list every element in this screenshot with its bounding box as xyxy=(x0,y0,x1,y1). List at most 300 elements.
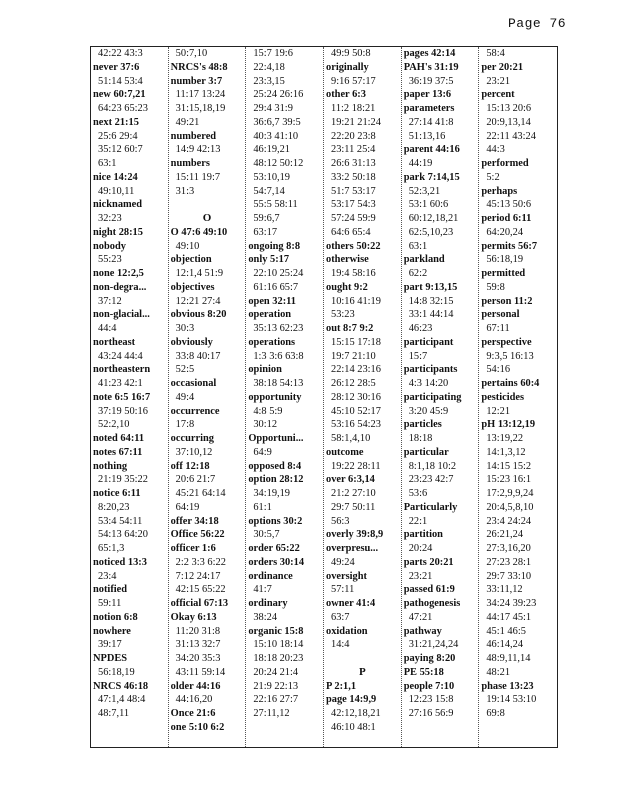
index-references: 39:17 xyxy=(98,639,122,651)
index-references: 28:12 30:16 xyxy=(331,391,381,403)
index-references: 59:11 xyxy=(98,598,122,609)
index-term: obvious 8:20 xyxy=(170,309,227,321)
index-term: originally xyxy=(326,61,369,73)
index-term: night 28:15 xyxy=(93,226,143,238)
index-references: 53:1 60:6 xyxy=(408,199,449,211)
page-number: Page 76 xyxy=(508,16,567,31)
index-term: paying 8:20 xyxy=(403,653,456,664)
index-references: 41:23 42:1 xyxy=(98,378,143,389)
index-term: permits 56:7 xyxy=(481,240,538,252)
index-references: 49:10,11 xyxy=(98,185,135,197)
index-references: 12:1,4 51:9 xyxy=(175,268,224,279)
index-term: O 47:6 49:10 xyxy=(170,226,228,238)
index-references: 27:11,12 xyxy=(253,708,290,719)
index-references: 14:8 32:15 xyxy=(408,295,454,307)
index-references: 67:11 xyxy=(486,323,510,334)
index-references: 14:15 15:2 xyxy=(486,460,532,472)
index-references: 44:17 45:1 xyxy=(486,611,532,623)
index-term: Okay 6:13 xyxy=(170,611,217,623)
index-term: noted 64:11 xyxy=(93,433,145,444)
index-column xyxy=(324,47,402,747)
index-term: pages 42:14 xyxy=(403,48,456,59)
index-term: PE 55:18 xyxy=(403,666,444,678)
index-references: 19:14 53:10 xyxy=(486,694,537,706)
index-term: options 30:2 xyxy=(248,515,303,527)
index-column xyxy=(402,47,480,747)
index-references: 52:3,21 xyxy=(408,185,441,197)
index-references: 61:16 65:7 xyxy=(253,281,299,293)
index-references: 38:18 54:13 xyxy=(253,378,304,389)
index-term: open 32:11 xyxy=(248,295,296,307)
index-term: oxidation xyxy=(326,625,368,637)
index-references: 53:10,19 xyxy=(253,171,291,183)
index-references: 15:13 20:6 xyxy=(486,103,532,114)
index-references: 37:10,12 xyxy=(175,446,213,458)
index-references: 18:18 xyxy=(408,433,433,444)
index-term: parameters xyxy=(403,103,455,114)
index-term: pathway xyxy=(403,625,442,637)
index-column xyxy=(91,47,169,747)
index-references: 23:21 xyxy=(408,570,433,582)
index-term: offer 34:18 xyxy=(170,515,219,527)
index-references: 12:21 27:4 xyxy=(175,295,221,307)
index-references: 8:1,18 10:2 xyxy=(408,460,457,472)
index-term: outcome xyxy=(326,446,364,458)
index-term: pesticides xyxy=(481,391,525,403)
index-references: 56:3 xyxy=(331,515,350,527)
index-references: 30:5,7 xyxy=(253,529,280,541)
index-term: numbered xyxy=(170,130,217,142)
index-term: particular xyxy=(403,446,449,458)
index-references: 9:16 57:17 xyxy=(331,75,376,87)
index-term: permitted xyxy=(481,268,526,279)
index-references: 11:2 18:21 xyxy=(331,103,376,114)
index-references: 26:12 28:5 xyxy=(331,378,376,389)
index-references: 31:21,24,24 xyxy=(408,639,459,651)
index-references: 60:12,18,21 xyxy=(408,213,459,224)
index-references: 25:6 29:4 xyxy=(98,130,138,142)
index-term: phase 13:23 xyxy=(481,680,534,692)
index-term: people 7:10 xyxy=(403,680,455,692)
index-references: 56:18,19 xyxy=(98,666,135,678)
index-references: 29:4 31:9 xyxy=(253,103,293,114)
index-references: 20:6 21:7 xyxy=(175,474,216,486)
index-references: 27:16 56:9 xyxy=(408,708,454,719)
index-references: 49:24 xyxy=(331,556,355,568)
index-column xyxy=(169,47,247,747)
index-references: 53:4 54:11 xyxy=(98,515,143,527)
index-term: Once 21:6 xyxy=(170,708,216,719)
index-references: 33:1 44:14 xyxy=(408,309,454,321)
index-term: northeast xyxy=(93,336,136,348)
index-references: 15:7 xyxy=(408,350,428,362)
index-references: 33:8 40:17 xyxy=(175,350,221,362)
index-references: 49:4 xyxy=(175,391,195,403)
index-references: 63:1 xyxy=(98,158,117,169)
index-term: NRCS 46:18 xyxy=(93,680,149,692)
index-term: PAH's 31:19 xyxy=(403,61,459,73)
index-references: 45:1 46:5 xyxy=(486,625,526,637)
index-term: opposed 8:4 xyxy=(248,460,302,472)
index-references: 20:4,5,8,10 xyxy=(486,501,534,513)
index-references: 38:24 xyxy=(253,611,278,623)
index-references: 19:7 21:10 xyxy=(331,350,376,362)
index-term: park 7:14,15 xyxy=(403,171,460,183)
index-term: parts 20:21 xyxy=(403,556,454,568)
index-references: 5:2 xyxy=(486,171,500,183)
index-term: participants xyxy=(403,364,458,376)
index-term: nobody xyxy=(93,240,126,252)
index-references: 23:21 xyxy=(486,75,511,87)
index-references: 54:16 xyxy=(486,364,511,376)
index-references: 23:4 xyxy=(98,570,117,582)
index-term: overpresu... xyxy=(326,543,379,554)
index-references: 46:10 48:1 xyxy=(331,721,376,733)
index-term: option 28:12 xyxy=(248,474,304,486)
index-references: 14:4 xyxy=(331,639,350,651)
index-references: 23:23 42:7 xyxy=(408,474,454,486)
index-references: 64:6 65:4 xyxy=(331,226,371,238)
index-references: 8:20,23 xyxy=(98,501,130,513)
index-references: 35:13 62:23 xyxy=(253,323,304,334)
index-term: organic 15:8 xyxy=(248,625,304,637)
index-references: 44:4 xyxy=(98,323,117,334)
index-term: orders 30:14 xyxy=(248,556,305,568)
index-term: out 8:7 9:2 xyxy=(326,323,374,334)
index-references: 1:3 3:6 63:8 xyxy=(253,350,304,362)
index-term: otherwise xyxy=(326,254,369,266)
index-term: nicknamed xyxy=(93,199,143,211)
index-references: 26:21,24 xyxy=(486,529,524,541)
index-term: notes 67:11 xyxy=(93,446,143,458)
index-term: perhaps xyxy=(481,185,518,197)
index-references: 12:21 xyxy=(486,405,511,417)
index-references: 53:17 54:3 xyxy=(331,199,376,211)
index-term: non-glacial... xyxy=(93,309,150,321)
index-references: 62:5,10,23 xyxy=(408,226,454,238)
index-term: pertains 60:4 xyxy=(481,378,540,389)
index-references: 53:23 xyxy=(331,309,355,321)
index-references: 11:20 31:8 xyxy=(175,625,221,637)
index-term: official 67:13 xyxy=(170,598,229,609)
index-references: 58:4 xyxy=(486,48,505,59)
index-references: 37:12 xyxy=(98,295,122,307)
index-references: 64:9 xyxy=(253,446,272,458)
index-references: 36:19 37:5 xyxy=(408,75,454,87)
index-references: 63:1 xyxy=(408,240,428,252)
index-references: 56:18,19 xyxy=(486,254,524,266)
index-references: 44:3 xyxy=(486,144,505,156)
index-references: 57:24 59:9 xyxy=(331,213,376,224)
index-references: 46:14,24 xyxy=(486,639,524,651)
index-term: particles xyxy=(403,419,442,431)
index-references: 15:23 16:1 xyxy=(486,474,532,486)
index-term: one 5:10 6:2 xyxy=(170,721,225,733)
index-references: 20:24 21:4 xyxy=(253,666,299,678)
index-references: 11:17 13:24 xyxy=(175,89,226,101)
index-references: 15:11 19:7 xyxy=(175,171,221,183)
index-references: 15:7 19:6 xyxy=(253,48,293,59)
index-references: 27:3,16,20 xyxy=(486,543,531,554)
index-references: 22:10 25:24 xyxy=(253,268,304,279)
index-references: 22:1 xyxy=(408,515,428,527)
index-references: 22:20 23:8 xyxy=(331,130,376,142)
index-references: 23:11 25:4 xyxy=(331,144,376,156)
index-references: 63:17 xyxy=(253,226,278,238)
index-references: 48:21 xyxy=(486,666,511,678)
index-term: obviously xyxy=(170,336,213,348)
index-term: passed 61:9 xyxy=(403,584,455,596)
index-references: 30:3 xyxy=(175,323,195,334)
index-references: 48:9,11,14 xyxy=(486,653,531,664)
index-term: NRCS's 48:8 xyxy=(170,61,228,73)
index-term: ordinance xyxy=(248,570,293,582)
index-term: overly 39:8,9 xyxy=(326,529,384,541)
index-term: non-degra... xyxy=(93,281,147,293)
index-term: oversight xyxy=(326,570,367,582)
index-references: 44:19 xyxy=(408,158,433,169)
index-references: 52:5 xyxy=(175,364,195,376)
index-term: next 21:15 xyxy=(93,116,139,128)
index-references: 46:19,21 xyxy=(253,144,291,156)
index-term: noticed 13:3 xyxy=(93,556,147,568)
index-references: 4:3 14:20 xyxy=(408,378,449,389)
index-references: 18:18 20:23 xyxy=(253,653,304,664)
index-references: 53:16 54:23 xyxy=(331,419,381,431)
index-references: 64:20,24 xyxy=(486,226,524,238)
index-references: 21:9 22:13 xyxy=(253,680,299,692)
index-term: objection xyxy=(170,254,212,266)
index-references: 29:7 33:10 xyxy=(486,570,532,582)
index-references: 19:22 28:11 xyxy=(331,460,381,472)
index-term: percent xyxy=(481,89,515,101)
index-term: note 6:5 16:7 xyxy=(93,391,151,403)
index-term: participating xyxy=(403,391,462,403)
index-references: 54:7,14 xyxy=(253,185,285,197)
index-term: page 14:9,9 xyxy=(326,694,377,706)
index-references: 23:4 24:24 xyxy=(486,515,532,527)
index-term: paper 13:6 xyxy=(403,89,452,101)
index-references: 34:20 35:3 xyxy=(175,653,221,664)
index-term: officer 1:6 xyxy=(170,543,216,554)
section-letter: O xyxy=(202,212,212,224)
index-references: 27:14 41:8 xyxy=(408,116,454,128)
index-term: per 20:21 xyxy=(481,61,524,73)
index-term: Particularly xyxy=(403,501,458,513)
index-term: over 6:3,14 xyxy=(326,474,375,486)
index-references: 42:22 43:3 xyxy=(98,48,143,59)
index-references: 57:11 xyxy=(331,584,355,596)
index-references: 17:2,9,9,24 xyxy=(486,488,534,499)
index-references: 69:8 xyxy=(486,708,505,719)
index-term: parent 44:16 xyxy=(403,144,460,156)
index-references: 48:7,11 xyxy=(98,708,130,719)
index-term: opinion xyxy=(248,364,282,376)
index-references: 15:15 17:18 xyxy=(331,336,381,348)
index-term: northeastern xyxy=(93,364,151,376)
index-references: 22:14 23:16 xyxy=(331,364,381,376)
index-references: 31:15,18,19 xyxy=(175,103,226,114)
index-term: ordinary xyxy=(248,598,288,609)
index-references: 45:21 64:14 xyxy=(175,488,226,499)
index-term: others 50:22 xyxy=(326,240,381,252)
index-term: person 11:2 xyxy=(481,295,533,307)
index-term: numbers xyxy=(170,158,210,169)
index-references: 63:7 xyxy=(331,611,350,623)
index-references: 34:19,19 xyxy=(253,488,291,499)
index-references: 45:10 52:17 xyxy=(331,405,381,417)
index-term: notified xyxy=(93,584,128,596)
index-term: operation xyxy=(248,309,292,321)
index-references: 37:19 50:16 xyxy=(98,405,148,417)
index-term: participant xyxy=(403,336,454,348)
index-references: 27:23 28:1 xyxy=(486,556,532,568)
index-references: 51:13,16 xyxy=(408,130,446,142)
index-references: 17:8 xyxy=(175,419,195,431)
index-references: 29:7 50:11 xyxy=(331,501,376,513)
index-references: 61:1 xyxy=(253,501,272,513)
index-term: objectives xyxy=(170,281,215,293)
blank-line xyxy=(169,198,246,212)
index-references: 64:19 xyxy=(175,501,200,513)
index-term: notion 6:8 xyxy=(93,611,138,623)
index-term: nothing xyxy=(93,460,128,472)
index-references: 33:2 50:18 xyxy=(331,171,376,183)
index-references: 42:12,18,21 xyxy=(331,708,381,719)
index-references: 26:6 31:13 xyxy=(331,158,376,169)
index-term: part 9:13,15 xyxy=(403,281,458,293)
index-references: 14:9 42:13 xyxy=(175,144,221,156)
index-term: ongoing 8:8 xyxy=(248,240,301,252)
index-references: 4:8 5:9 xyxy=(253,405,283,417)
index-references: 22:11 43:24 xyxy=(486,130,536,142)
index-references: 19:21 21:24 xyxy=(331,116,381,128)
index-term: other 6:3 xyxy=(326,89,366,101)
index-references: 44:16,20 xyxy=(175,694,213,706)
index-term: nowhere xyxy=(93,625,131,637)
index-references: 21:2 27:10 xyxy=(331,488,376,499)
index-references: 49:21 xyxy=(175,116,200,128)
index-references: 58:1,4,10 xyxy=(331,433,371,444)
index-references: 31:3 xyxy=(175,185,195,197)
index-term: occurrence xyxy=(170,405,220,417)
index-references: 9:3,5 16:13 xyxy=(486,350,534,362)
index-references: 48:12 50:12 xyxy=(253,158,304,169)
index-term: NPDES xyxy=(93,653,128,664)
index-term: occasional xyxy=(170,378,217,389)
index-references: 46:23 xyxy=(408,323,433,334)
index-references: 34:24 39:23 xyxy=(486,598,537,609)
index-references: 43:11 59:14 xyxy=(175,666,226,678)
index-column xyxy=(479,47,557,747)
index-references: 65:1,3 xyxy=(98,543,125,554)
index-references: 30:12 xyxy=(253,419,278,431)
index-term: perspective xyxy=(481,336,532,348)
index-column xyxy=(246,47,324,747)
index-term: only 5:17 xyxy=(248,254,290,266)
index-references: 21:19 35:22 xyxy=(98,474,148,486)
index-term: older 44:16 xyxy=(170,680,221,692)
index-term: notice 6:11 xyxy=(93,488,141,499)
index-references: 43:24 44:4 xyxy=(98,350,143,362)
index-term: new 60:7,21 xyxy=(93,89,146,101)
index-references: 53:6 xyxy=(408,488,428,499)
index-references: 2:2 3:3 6:22 xyxy=(175,556,226,568)
blank-line xyxy=(324,652,401,666)
index-term: Office 56:22 xyxy=(170,529,225,541)
index-references: 22:4,18 xyxy=(253,61,285,73)
index-references: 33:11,12 xyxy=(486,584,523,596)
index-term: Opportuni... xyxy=(248,433,304,444)
index-references: 20:24 xyxy=(408,543,433,554)
word-index-table xyxy=(90,46,558,748)
index-references: 45:13 50:6 xyxy=(486,199,532,211)
index-references: 51:14 53:4 xyxy=(98,75,143,87)
index-references: 10:16 41:19 xyxy=(331,295,381,307)
index-references: 3:20 45:9 xyxy=(408,405,449,417)
index-term: none 12:2,5 xyxy=(93,268,144,279)
index-term: parkland xyxy=(403,254,445,266)
index-references: 47:21 xyxy=(408,611,433,623)
index-references: 59:8 xyxy=(486,281,505,293)
index-references: 12:23 15:8 xyxy=(408,694,454,706)
index-references: 50:7,10 xyxy=(175,48,208,59)
index-references: 25:24 26:16 xyxy=(253,89,304,101)
index-term: pH 13:12,19 xyxy=(481,419,536,431)
index-references: 14:1,3,12 xyxy=(486,446,526,458)
index-references: 51:7 53:17 xyxy=(331,185,376,197)
index-term: period 6:11 xyxy=(481,213,532,224)
index-term: operations xyxy=(248,336,296,348)
index-references: 7:12 24:17 xyxy=(175,570,221,582)
index-references: 36:6,7 39:5 xyxy=(253,116,301,128)
section-letter: P xyxy=(358,665,366,678)
index-term: pathogenesis xyxy=(403,598,461,609)
index-term: nice 14:24 xyxy=(93,171,138,183)
index-references: 13:19,22 xyxy=(486,433,524,444)
index-references: 35:12 60:7 xyxy=(98,144,143,156)
index-references: 42:15 65:22 xyxy=(175,584,226,596)
index-term: ought 9:2 xyxy=(326,281,368,293)
index-references: 59:6,7 xyxy=(253,213,280,224)
index-references: 31:13 32:7 xyxy=(175,639,221,651)
index-references: 64:23 65:23 xyxy=(98,103,148,114)
index-references: 20:9,13,14 xyxy=(486,116,531,128)
index-term: owner 41:4 xyxy=(326,598,376,609)
index-references: 41:7 xyxy=(253,584,272,596)
index-references: 52:2,10 xyxy=(98,419,130,431)
index-term: number 3:7 xyxy=(170,75,223,87)
index-term: order 65:22 xyxy=(248,543,300,554)
index-references: 47:1,4 48:4 xyxy=(98,694,146,706)
index-term: off 12:18 xyxy=(170,460,210,472)
index-term: partition xyxy=(403,529,443,541)
index-term: occurring xyxy=(170,433,214,444)
index-references: 32:23 xyxy=(98,213,122,224)
index-references: 40:3 41:10 xyxy=(253,130,299,142)
index-references: 54:13 64:20 xyxy=(98,529,148,541)
index-references: 55:5 58:11 xyxy=(253,199,298,211)
index-term: opportunity xyxy=(248,391,302,403)
index-references: 22:16 27:7 xyxy=(253,694,299,706)
index-term: personal xyxy=(481,309,520,321)
index-references: 49:10 xyxy=(175,240,200,252)
index-references: 23:3,15 xyxy=(253,75,285,87)
index-term: never 37:6 xyxy=(93,61,140,73)
index-references: 15:10 18:14 xyxy=(253,639,304,651)
index-references: 55:23 xyxy=(98,254,122,266)
index-references: 62:2 xyxy=(408,268,428,279)
